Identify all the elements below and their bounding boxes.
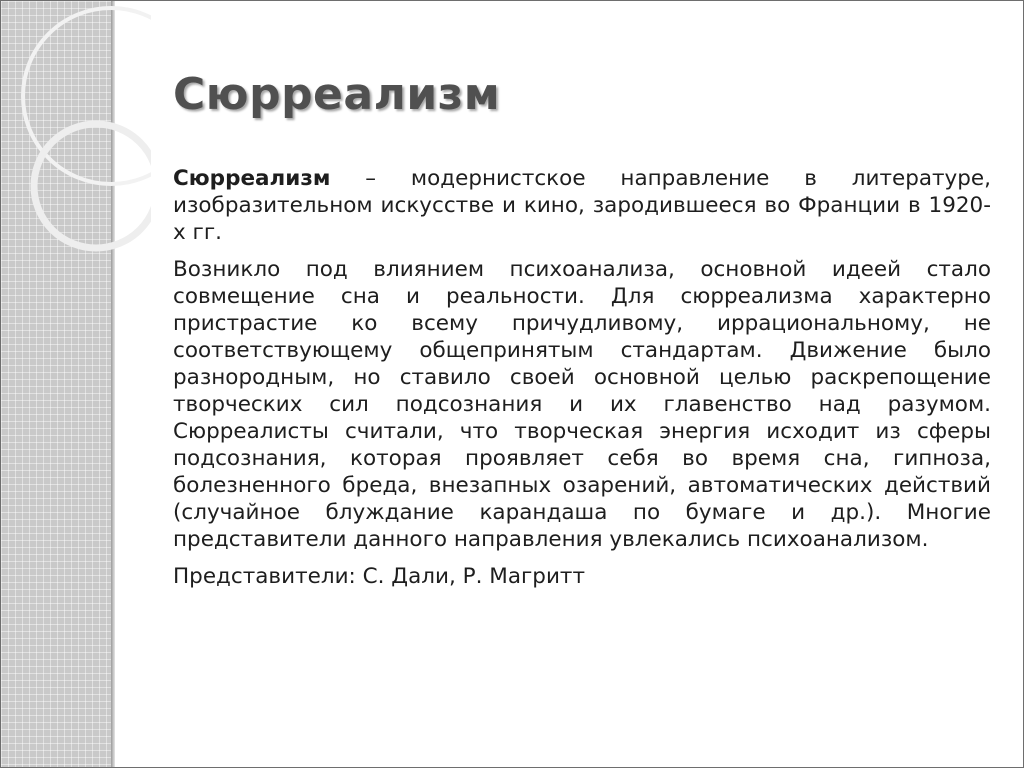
definition-text: – модернистское направление в литературе, изобразительном искусстве и кино, зародившееся во Франции в 1920-х гг. xyxy=(173,166,991,245)
slide-body xyxy=(173,165,991,600)
decorative-circle-small xyxy=(34,124,151,248)
representatives-paragraph: Представители: С. Дали, Р. Магритт xyxy=(173,564,585,589)
decorative-circles xyxy=(1,1,151,301)
slide-title: Сюрреализм xyxy=(173,69,501,120)
description-paragraph: Возникло под влиянием психоанализа, основной идеей стало совмещение сна и реальности. Для сюрреализма характерно пристрастие ко всему причудливому, иррациональному, не соответствующему общепринятым стандартам. Движение было разнородным, но ставило своей основной целью раскрепощение творческих сил подсознания и их главенство над разумом. Сюрреалисты считали, что творческая энергия исходит из сферы подсознания, которая проявляет себя во время сна, гипноза, болезненного бреда, внезапных озарений, автоматических действий (случайное блуждание карандаша по бумаге и др.). Многие представители данного направления увлекались психоанализом. xyxy=(173,257,991,552)
definition-term: Сюрреализм xyxy=(173,166,331,191)
definition-paragraph xyxy=(173,165,991,246)
